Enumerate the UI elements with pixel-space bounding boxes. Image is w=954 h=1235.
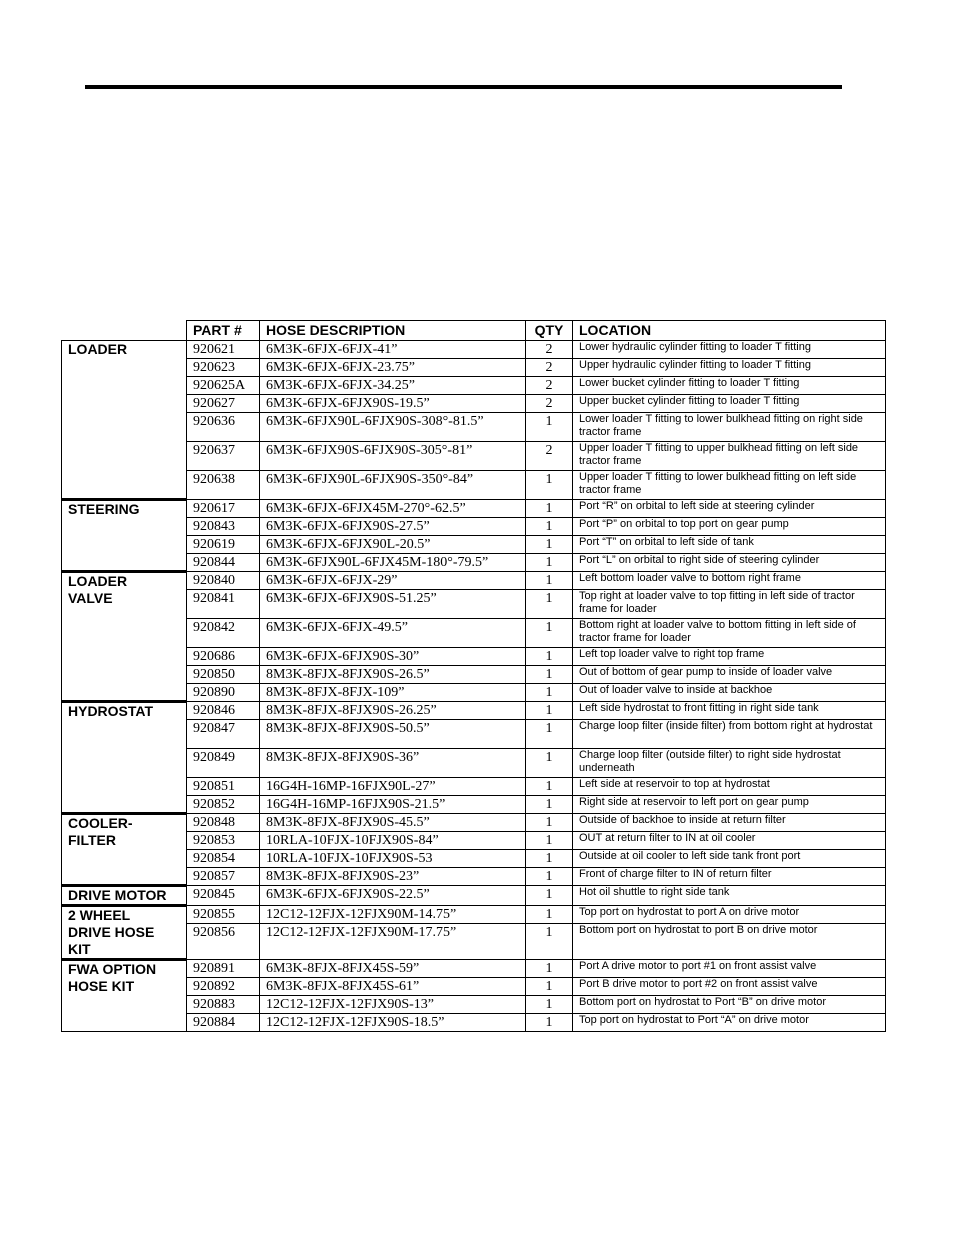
qty-cell: 1 (526, 960, 573, 978)
qty-cell: 1 (526, 471, 573, 500)
description-cell: 6M3K-6FJX-6FJX-49.5” (260, 619, 526, 648)
part-cell: 920857 (187, 868, 260, 886)
qty-cell: 1 (526, 832, 573, 850)
group-label: STEERING (62, 500, 187, 572)
description-cell: 6M3K-8FJX-8FJX45S-59” (260, 960, 526, 978)
qty-cell: 1 (526, 850, 573, 868)
hose-table (61, 320, 886, 1032)
description-cell: 6M3K-6FJX90L-6FJX90S-308°-81.5” (260, 413, 526, 442)
description-cell: 8M3K-8FJX-8FJX90S-26.25” (260, 702, 526, 720)
part-cell: 920849 (187, 749, 260, 778)
table-row (62, 500, 886, 518)
part-cell: 920855 (187, 906, 260, 924)
part-cell: 920851 (187, 778, 260, 796)
description-cell: 16G4H-16MP-16FJX90L-27” (260, 778, 526, 796)
header-row (62, 321, 886, 341)
qty-cell: 1 (526, 906, 573, 924)
description-cell: 12C12-12FJX-12FJX90S-18.5” (260, 1014, 526, 1032)
description-cell: 6M3K-6FJX-6FJX-29” (260, 572, 526, 590)
part-cell: 920850 (187, 666, 260, 684)
location-cell: Charge loop filter (outside filter) to right side hydrostat underneath (573, 749, 886, 778)
qty-cell: 1 (526, 590, 573, 619)
description-cell: 8M3K-8FJX-8FJX-109” (260, 684, 526, 702)
location-cell: Port B drive motor to port #2 on front assist valve (573, 978, 886, 996)
part-cell: 920847 (187, 720, 260, 749)
description-header: HOSE DESCRIPTION (260, 321, 526, 341)
location-cell: Outside of backhoe to inside at return filter (573, 814, 886, 832)
part-cell: 920619 (187, 536, 260, 554)
qty-cell: 1 (526, 413, 573, 442)
description-cell: 10RLA-10FJX-10FJX90S-84” (260, 832, 526, 850)
part-cell: 920844 (187, 554, 260, 572)
qty-cell: 2 (526, 377, 573, 395)
part-cell: 920627 (187, 395, 260, 413)
description-cell: 8M3K-8FJX-8FJX90S-45.5” (260, 814, 526, 832)
part-cell: 920854 (187, 850, 260, 868)
qty-cell: 1 (526, 886, 573, 906)
qty-cell: 1 (526, 868, 573, 886)
description-cell: 6M3K-6FJX-6FJX-41” (260, 341, 526, 359)
table-row (62, 960, 886, 978)
hose-table-body (62, 341, 886, 1032)
part-cell: 920638 (187, 471, 260, 500)
table-row (62, 886, 886, 906)
group-label: DRIVE MOTOR (62, 886, 187, 906)
part-cell: 920853 (187, 832, 260, 850)
part-cell: 920617 (187, 500, 260, 518)
location-cell: Upper loader T fitting to lower bulkhead fitting on left side tractor frame (573, 471, 886, 500)
group-header-blank (62, 321, 187, 341)
qty-cell: 1 (526, 996, 573, 1014)
top-rule (85, 85, 842, 89)
location-cell: Bottom right at loader valve to bottom fitting in left side of tractor frame for loader (573, 619, 886, 648)
location-cell: Front of charge filter to IN of return filter (573, 868, 886, 886)
description-cell: 12C12-12FJX-12FJX90S-13” (260, 996, 526, 1014)
location-cell: Upper loader T fitting to upper bulkhead fitting on left side tractor frame (573, 442, 886, 471)
description-cell: 16G4H-16MP-16FJX90S-21.5” (260, 796, 526, 814)
qty-cell: 1 (526, 684, 573, 702)
part-cell: 920842 (187, 619, 260, 648)
location-cell: Hot oil shuttle to right side tank (573, 886, 886, 906)
location-cell: Outside at oil cooler to left side tank front port (573, 850, 886, 868)
description-cell: 6M3K-6FJX-6FJX90L-20.5” (260, 536, 526, 554)
part-cell: 920883 (187, 996, 260, 1014)
table-row (62, 341, 886, 359)
location-cell: Upper bucket cylinder fitting to loader T fitting (573, 395, 886, 413)
group-label: COOLER- FILTER (62, 814, 187, 886)
part-cell: 920852 (187, 796, 260, 814)
description-cell: 6M3K-6FJX-6FJX-34.25” (260, 377, 526, 395)
location-header: LOCATION (573, 321, 886, 341)
location-cell: Charge loop filter (inside filter) from bottom right at hydrostat (573, 720, 886, 749)
location-cell: Right side at reservoir to left port on gear pump (573, 796, 886, 814)
location-cell: Out of bottom of gear pump to inside of loader valve (573, 666, 886, 684)
part-cell: 920840 (187, 572, 260, 590)
part-header: PART # (187, 321, 260, 341)
location-cell: OUT at return filter to IN at oil cooler (573, 832, 886, 850)
location-cell: Left side at reservoir to top at hydrostat (573, 778, 886, 796)
qty-cell: 1 (526, 978, 573, 996)
description-cell: 10RLA-10FJX-10FJX90S-53 (260, 850, 526, 868)
part-cell: 920890 (187, 684, 260, 702)
qty-cell: 1 (526, 778, 573, 796)
qty-cell: 1 (526, 796, 573, 814)
part-cell: 920891 (187, 960, 260, 978)
qty-cell: 1 (526, 500, 573, 518)
table-row (62, 702, 886, 720)
description-cell: 8M3K-8FJX-8FJX90S-23” (260, 868, 526, 886)
qty-cell: 1 (526, 749, 573, 778)
description-cell: 8M3K-8FJX-8FJX90S-36” (260, 749, 526, 778)
qty-cell: 2 (526, 442, 573, 471)
description-cell: 6M3K-6FJX-6FJX90S-19.5” (260, 395, 526, 413)
qty-cell: 2 (526, 359, 573, 377)
table-row (62, 906, 886, 924)
location-cell: Out of loader valve to inside at backhoe (573, 684, 886, 702)
qty-cell: 2 (526, 341, 573, 359)
description-cell: 12C12-12FJX-12FJX90M-14.75” (260, 906, 526, 924)
qty-cell: 1 (526, 720, 573, 749)
location-cell: Bottom port on hydrostat to Port “B” on drive motor (573, 996, 886, 1014)
description-cell: 6M3K-6FJX-6FJX90S-27.5” (260, 518, 526, 536)
location-cell: Port “L” on orbital to right side of steering cylinder (573, 554, 886, 572)
part-cell: 920846 (187, 702, 260, 720)
group-label: FWA OPTION HOSE KIT (62, 960, 187, 1032)
part-cell: 920625A (187, 377, 260, 395)
part-cell: 920892 (187, 978, 260, 996)
group-label: 2 WHEEL DRIVE HOSE KIT (62, 906, 187, 960)
location-cell: Lower loader T fitting to lower bulkhead fitting on right side tractor frame (573, 413, 886, 442)
location-cell: Left top loader valve to right top frame (573, 648, 886, 666)
part-cell: 920841 (187, 590, 260, 619)
qty-cell: 1 (526, 702, 573, 720)
part-cell: 920845 (187, 886, 260, 906)
qty-cell: 1 (526, 666, 573, 684)
qty-header: QTY (526, 321, 573, 341)
qty-cell: 1 (526, 554, 573, 572)
location-cell: Upper hydraulic cylinder fitting to loader T fitting (573, 359, 886, 377)
qty-cell: 1 (526, 518, 573, 536)
part-cell: 920848 (187, 814, 260, 832)
group-label: LOADER VALVE (62, 572, 187, 702)
qty-cell: 2 (526, 395, 573, 413)
location-cell: Top port on hydrostat to port A on drive motor (573, 906, 886, 924)
part-cell: 920884 (187, 1014, 260, 1032)
description-cell: 12C12-12FJX-12FJX90M-17.75” (260, 924, 526, 960)
location-cell: Left side hydrostat to front fitting in right side tank (573, 702, 886, 720)
table-row (62, 572, 886, 590)
part-cell: 920637 (187, 442, 260, 471)
qty-cell: 1 (526, 619, 573, 648)
group-label: HYDROSTAT (62, 702, 187, 814)
description-cell: 6M3K-6FJX90S-6FJX90S-305°-81” (260, 442, 526, 471)
part-cell: 920623 (187, 359, 260, 377)
description-cell: 6M3K-6FJX-6FJX90S-22.5” (260, 886, 526, 906)
description-cell: 6M3K-6FJX-6FJX-23.75” (260, 359, 526, 377)
location-cell: Port A drive motor to port #1 on front assist valve (573, 960, 886, 978)
description-cell: 6M3K-6FJX-6FJX90S-51.25” (260, 590, 526, 619)
part-cell: 920856 (187, 924, 260, 960)
part-cell: 920621 (187, 341, 260, 359)
qty-cell: 1 (526, 814, 573, 832)
location-cell: Bottom port on hydrostat to port B on drive motor (573, 924, 886, 960)
description-cell: 6M3K-6FJX-6FJX90S-30” (260, 648, 526, 666)
description-cell: 8M3K-8FJX-8FJX90S-50.5” (260, 720, 526, 749)
location-cell: Port “R” on orbital to left side at steering cylinder (573, 500, 886, 518)
table-row (62, 814, 886, 832)
part-cell: 920843 (187, 518, 260, 536)
part-cell: 920686 (187, 648, 260, 666)
description-cell: 6M3K-8FJX-8FJX45S-61” (260, 978, 526, 996)
location-cell: Lower hydraulic cylinder fitting to loader T fitting (573, 341, 886, 359)
location-cell: Top port on hydrostat to Port “A” on drive motor (573, 1014, 886, 1032)
part-cell: 920636 (187, 413, 260, 442)
description-cell: 6M3K-6FJX90L-6FJX90S-350°-84” (260, 471, 526, 500)
location-cell: Top right at loader valve to top fitting in left side of tractor frame for loader (573, 590, 886, 619)
qty-cell: 1 (526, 924, 573, 960)
location-cell: Port “T” on orbital to left side of tank (573, 536, 886, 554)
location-cell: Lower bucket cylinder fitting to loader T fitting (573, 377, 886, 395)
location-cell: Left bottom loader valve to bottom right frame (573, 572, 886, 590)
qty-cell: 1 (526, 536, 573, 554)
location-cell: Port “P” on orbital to top port on gear pump (573, 518, 886, 536)
qty-cell: 1 (526, 648, 573, 666)
description-cell: 6M3K-6FJX-6FJX45M-270°-62.5” (260, 500, 526, 518)
qty-cell: 1 (526, 1014, 573, 1032)
description-cell: 6M3K-6FJX90L-6FJX45M-180°-79.5” (260, 554, 526, 572)
group-label: LOADER (62, 341, 187, 500)
qty-cell: 1 (526, 572, 573, 590)
description-cell: 8M3K-8FJX-8FJX90S-26.5” (260, 666, 526, 684)
